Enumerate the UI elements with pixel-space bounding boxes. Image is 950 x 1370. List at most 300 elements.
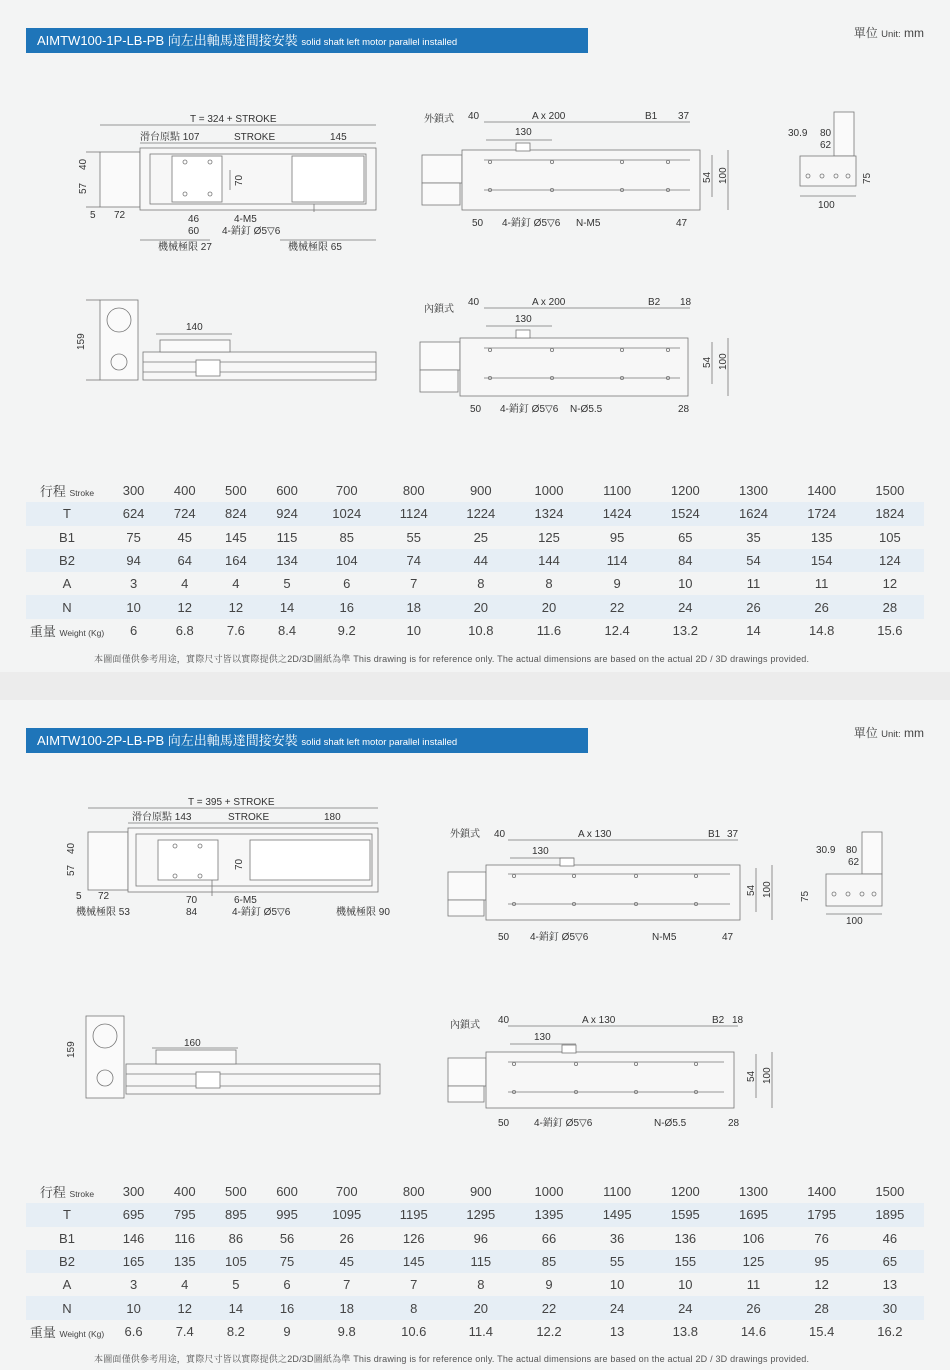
table-cell: 24	[651, 595, 719, 618]
dimension-label: A x 130	[578, 829, 612, 840]
table-cell: 1795	[788, 1203, 856, 1226]
dimension-label: 60	[188, 226, 200, 237]
table-row	[26, 502, 924, 525]
table-cell: 800	[381, 1180, 447, 1203]
table-cell: 1124	[381, 502, 447, 525]
table-cell: 600	[261, 1180, 312, 1203]
table-cell: 14	[210, 1296, 261, 1319]
dimension-label: 62	[820, 140, 832, 151]
table-cell: 1400	[788, 479, 856, 502]
table-cell: 13.8	[651, 1320, 719, 1343]
table-cell: 7	[313, 1273, 381, 1296]
table-cell: 30	[856, 1296, 924, 1319]
table-cell: 64	[159, 549, 210, 572]
table-cell: 15.6	[856, 619, 924, 642]
row-label: B1	[26, 1227, 108, 1250]
table-cell: 9.2	[313, 619, 381, 642]
table-cell: 6	[108, 619, 159, 642]
table-cell: 115	[261, 526, 312, 549]
table-cell: 1824	[856, 502, 924, 525]
dimension-label: 18	[680, 297, 692, 308]
table-cell: 1300	[719, 479, 787, 502]
side-view-drawing	[76, 300, 376, 380]
table-cell: 65	[856, 1250, 924, 1273]
table-cell: 6	[261, 1273, 312, 1296]
dimension-label: 4-銷釘 Ø5▽6	[502, 218, 561, 229]
section-title-bar	[26, 28, 588, 53]
dimension-label: 40	[468, 297, 480, 308]
table-cell: 13	[583, 1320, 651, 1343]
dimension-label: 40	[468, 111, 480, 122]
row-label: A	[26, 1273, 108, 1296]
table-cell: 1300	[719, 1180, 787, 1203]
table-cell: 134	[261, 549, 312, 572]
table-cell: 8.2	[210, 1320, 261, 1343]
table-cell: 44	[447, 549, 515, 572]
table-cell: 1695	[719, 1203, 787, 1226]
table-cell: 10.8	[447, 619, 515, 642]
table-cell: 1624	[719, 502, 787, 525]
table-row	[26, 1273, 924, 1296]
table-cell: 7	[381, 572, 447, 595]
table-cell: 28	[788, 1296, 856, 1319]
table-cell: 26	[719, 595, 787, 618]
dimension-label: 54	[746, 884, 757, 896]
dimension-label: 70	[234, 174, 245, 186]
table-cell: 165	[108, 1250, 159, 1273]
dimension-label: 外鎖式	[450, 829, 480, 840]
table-cell: 18	[313, 1296, 381, 1319]
section-title: AIMTW100-2P-LB-PB 向左出軸馬達間接安裝	[37, 733, 298, 748]
dimension-label: 100	[846, 916, 863, 927]
table-cell: 135	[159, 1250, 210, 1273]
table-cell: 5	[261, 572, 312, 595]
dimension-label: 機械極限 90	[336, 907, 390, 918]
table-cell: 12	[856, 572, 924, 595]
dimension-label: 159	[76, 333, 87, 350]
table-cell: 11	[719, 1273, 787, 1296]
inner-lock-drawing	[420, 297, 729, 415]
dimension-label: 160	[184, 1038, 201, 1049]
row-label: 重量 Weight (Kg)	[26, 619, 108, 642]
table-cell: 624	[108, 502, 159, 525]
table-cell: 11.4	[447, 1320, 515, 1343]
table-cell: 9	[515, 1273, 583, 1296]
dimension-label: 5	[76, 891, 82, 902]
table-cell: 145	[381, 1250, 447, 1273]
table-cell: 1724	[788, 502, 856, 525]
table-cell: 125	[719, 1250, 787, 1273]
table-cell: 600	[261, 479, 312, 502]
table-cell: 26	[788, 595, 856, 618]
table-cell: 66	[515, 1227, 583, 1250]
dimension-label: 180	[324, 812, 341, 823]
row-label: 行程 Stroke	[26, 479, 108, 502]
dimension-label: 40	[78, 158, 89, 170]
dimension-label: 40	[66, 842, 77, 854]
technical-drawing	[0, 760, 950, 1140]
table-cell: 56	[261, 1227, 312, 1250]
side-view-drawing	[66, 1016, 380, 1098]
table-cell: 16	[261, 1296, 312, 1319]
dimension-label: 30.9	[816, 845, 836, 856]
dimension-label: 50	[472, 218, 484, 229]
table-row	[26, 479, 924, 502]
table-cell: 135	[788, 526, 856, 549]
table-cell: 75	[261, 1250, 312, 1273]
table-cell: 12	[210, 595, 261, 618]
section-subtitle: solid shaft left motor parallel installed	[301, 37, 458, 48]
dimension-label: N-Ø5.5	[570, 404, 603, 415]
table-cell: 11	[719, 572, 787, 595]
dimension-label: 130	[515, 314, 532, 325]
table-cell: 24	[651, 1296, 719, 1319]
dimension-label: 54	[702, 171, 713, 183]
dimension-label: 62	[848, 857, 860, 868]
dimension-label: B1	[645, 111, 658, 122]
table-cell: 22	[583, 595, 651, 618]
table-cell: 11	[788, 572, 856, 595]
table-cell: 9	[583, 572, 651, 595]
unit-label: 單位 Unit: mm	[853, 726, 924, 740]
table-cell: 1895	[856, 1203, 924, 1226]
table-cell: 1000	[515, 1180, 583, 1203]
table-cell: 20	[447, 595, 515, 618]
dimension-label: 145	[330, 132, 347, 143]
table-cell: 3	[108, 1273, 159, 1296]
table-cell: 14	[719, 619, 787, 642]
dimension-label: 72	[114, 210, 126, 221]
spec-table-body	[26, 479, 924, 642]
dimension-label: 100	[762, 1067, 773, 1084]
dimension-label: N-Ø5.5	[654, 1118, 687, 1129]
table-cell: 136	[651, 1227, 719, 1250]
row-label: B2	[26, 1250, 108, 1273]
dimension-label: T = 395 + STROKE	[188, 797, 275, 808]
table-cell: 8	[447, 1273, 515, 1296]
table-cell: 12.2	[515, 1320, 583, 1343]
table-row	[26, 1180, 924, 1203]
dimension-label: 130	[515, 127, 532, 138]
table-cell: 146	[108, 1227, 159, 1250]
table-cell: 1095	[313, 1203, 381, 1226]
dimension-label: 18	[732, 1015, 744, 1026]
dimension-label: 4-銷釘 Ø5▽6	[222, 226, 281, 237]
table-cell: 24	[583, 1296, 651, 1319]
row-label: B2	[26, 549, 108, 572]
dimension-label: 100	[718, 353, 729, 370]
dimension-label: 140	[186, 322, 203, 333]
table-cell: 28	[856, 595, 924, 618]
table-cell: 695	[108, 1203, 159, 1226]
table-row	[26, 1320, 924, 1343]
dimension-label: 28	[678, 404, 690, 415]
dimension-label: STROKE	[228, 812, 270, 823]
table-cell: 900	[447, 1180, 515, 1203]
table-cell: 1100	[583, 479, 651, 502]
table-cell: 300	[108, 479, 159, 502]
table-row	[26, 1203, 924, 1226]
table-row	[26, 595, 924, 618]
table-cell: 1495	[583, 1203, 651, 1226]
table-cell: 3	[108, 572, 159, 595]
table-cell: 36	[583, 1227, 651, 1250]
table-cell: 74	[381, 549, 447, 572]
spec-table	[26, 1180, 924, 1343]
dimension-label: 4-銷釘 Ø5▽6	[500, 404, 559, 415]
table-cell: 924	[261, 502, 312, 525]
table-cell: 144	[515, 549, 583, 572]
table-cell: 8	[515, 572, 583, 595]
table-cell: 500	[210, 1180, 261, 1203]
table-row	[26, 619, 924, 642]
table-cell: 824	[210, 502, 261, 525]
outer-lock-drawing	[448, 827, 773, 943]
dimension-label: 4-M5	[234, 214, 257, 225]
table-cell: 7.6	[210, 619, 261, 642]
table-cell: 55	[381, 526, 447, 549]
table-row	[26, 1250, 924, 1273]
dimension-label: 40	[494, 829, 506, 840]
table-cell: 4	[210, 572, 261, 595]
table-cell: 6.8	[159, 619, 210, 642]
table-cell: 26	[313, 1227, 381, 1250]
table-cell: 105	[210, 1250, 261, 1273]
dimension-label: 4-銷釘 Ø5▽6	[530, 932, 589, 943]
dimension-label: 75	[800, 890, 811, 902]
table-cell: 22	[515, 1296, 583, 1319]
dimension-label: 37	[678, 111, 690, 122]
row-label: 重量 Weight (Kg)	[26, 1320, 108, 1343]
dimension-label: 72	[98, 891, 110, 902]
table-cell: 14.6	[719, 1320, 787, 1343]
spec-table-body	[26, 1180, 924, 1343]
dimension-label: 內鎖式	[450, 1020, 480, 1031]
table-cell: 46	[856, 1227, 924, 1250]
dimension-label: 28	[728, 1118, 740, 1129]
table-cell: 8	[447, 572, 515, 595]
table-cell: 10	[108, 595, 159, 618]
table-cell: 895	[210, 1203, 261, 1226]
table-cell: 6.6	[108, 1320, 159, 1343]
table-cell: 1524	[651, 502, 719, 525]
technical-drawing	[0, 60, 950, 420]
dimension-label: 37	[727, 829, 739, 840]
table-cell: 400	[159, 479, 210, 502]
dimension-label: 130	[534, 1032, 551, 1043]
disclaimer-note: 本圖面僅供參考用途，實際尺寸皆以實際提供之2D/3D圖紙為準 This drawing is for reference only. The actual dimensions are based on the actual 2D / 3D drawings provided.	[94, 1354, 810, 1364]
table-row	[26, 1296, 924, 1319]
table-cell: 1195	[381, 1203, 447, 1226]
dimension-label: B1	[708, 829, 721, 840]
dimension-label: N-M5	[576, 218, 601, 229]
dimension-label: 46	[188, 214, 200, 225]
table-cell: 45	[313, 1250, 381, 1273]
table-cell: 95	[788, 1250, 856, 1273]
table-cell: 116	[159, 1227, 210, 1250]
dimension-label: B2	[648, 297, 661, 308]
table-cell: 700	[313, 479, 381, 502]
dimension-label: 47	[676, 218, 688, 229]
table-cell: 4	[159, 572, 210, 595]
table-cell: 94	[108, 549, 159, 572]
dimension-label: A x 130	[582, 1015, 616, 1026]
dimension-label: 54	[702, 356, 713, 368]
row-label: N	[26, 1296, 108, 1319]
table-row	[26, 549, 924, 572]
product-section-1	[0, 0, 950, 672]
table-cell: 1200	[651, 1180, 719, 1203]
table-cell: 8	[381, 1296, 447, 1319]
table-cell: 105	[856, 526, 924, 549]
table-cell: 13	[856, 1273, 924, 1296]
table-cell: 1595	[651, 1203, 719, 1226]
table-cell: 300	[108, 1180, 159, 1203]
top-view-drawing	[66, 797, 390, 918]
table-row	[26, 526, 924, 549]
table-cell: 20	[447, 1296, 515, 1319]
table-cell: 55	[583, 1250, 651, 1273]
dimension-label: 4-銷釘 Ø5▽6	[534, 1118, 593, 1129]
table-cell: 400	[159, 1180, 210, 1203]
table-cell: 164	[210, 549, 261, 572]
dimension-label: 50	[498, 1118, 510, 1129]
table-cell: 114	[583, 549, 651, 572]
table-cell: 96	[447, 1227, 515, 1250]
table-cell: 145	[210, 526, 261, 549]
dimension-label: 30.9	[788, 128, 808, 139]
table-cell: 7.4	[159, 1320, 210, 1343]
table-cell: 16.2	[856, 1320, 924, 1343]
table-cell: 14	[261, 595, 312, 618]
row-label: T	[26, 502, 108, 525]
section-title-bar	[26, 728, 588, 753]
end-view-drawing	[800, 832, 882, 927]
table-cell: 104	[313, 549, 381, 572]
table-cell: 85	[313, 526, 381, 549]
dimension-label: 機械極限 27	[158, 242, 212, 253]
dimension-label: 滑台原點 143	[132, 812, 192, 823]
dimension-label: 機械極限 53	[76, 907, 130, 918]
dimension-label: STROKE	[234, 132, 276, 143]
table-cell: 7	[381, 1273, 447, 1296]
dimension-label: 4-銷釘 Ø5▽6	[232, 907, 291, 918]
table-cell: 800	[381, 479, 447, 502]
table-cell: 11.6	[515, 619, 583, 642]
dimension-label: 100	[762, 881, 773, 898]
table-cell: 10	[651, 572, 719, 595]
table-row	[26, 572, 924, 595]
table-cell: 1024	[313, 502, 381, 525]
table-cell: 20	[515, 595, 583, 618]
table-cell: 10.6	[381, 1320, 447, 1343]
dimension-label: 84	[186, 907, 198, 918]
table-cell: 1500	[856, 479, 924, 502]
dimension-label: 100	[718, 167, 729, 184]
dimension-label: 外鎖式	[424, 114, 454, 125]
table-cell: 115	[447, 1250, 515, 1273]
dimension-label: 40	[498, 1015, 510, 1026]
dimension-label: 57	[66, 864, 77, 876]
product-section-2	[0, 700, 950, 1370]
table-cell: 1000	[515, 479, 583, 502]
table-cell: 124	[856, 549, 924, 572]
table-cell: 10	[583, 1273, 651, 1296]
top-view-drawing	[78, 114, 376, 253]
table-cell: 76	[788, 1227, 856, 1250]
table-cell: 500	[210, 479, 261, 502]
dimension-label: T = 324 + STROKE	[190, 114, 277, 125]
table-cell: 10	[108, 1296, 159, 1319]
table-cell: 1295	[447, 1203, 515, 1226]
dimension-label: 70	[186, 895, 198, 906]
table-cell: 25	[447, 526, 515, 549]
dimension-label: N-M5	[652, 932, 677, 943]
dimension-label: A x 200	[532, 297, 566, 308]
table-cell: 26	[719, 1296, 787, 1319]
table-cell: 155	[651, 1250, 719, 1273]
table-cell: 106	[719, 1227, 787, 1250]
dimension-label: 47	[722, 932, 734, 943]
row-label: N	[26, 595, 108, 618]
table-cell: 126	[381, 1227, 447, 1250]
table-cell: 85	[515, 1250, 583, 1273]
table-cell: 5	[210, 1273, 261, 1296]
table-cell: 9	[261, 1320, 312, 1343]
table-cell: 1400	[788, 1180, 856, 1203]
dimension-label: B2	[712, 1015, 725, 1026]
spec-table	[26, 479, 924, 642]
table-cell: 6	[313, 572, 381, 595]
section-subtitle: solid shaft left motor parallel installed	[301, 737, 458, 748]
row-label: T	[26, 1203, 108, 1226]
row-label: A	[26, 572, 108, 595]
table-cell: 18	[381, 595, 447, 618]
table-cell: 12	[159, 595, 210, 618]
table-cell: 75	[108, 526, 159, 549]
table-cell: 1395	[515, 1203, 583, 1226]
table-cell: 1200	[651, 479, 719, 502]
table-row	[26, 1227, 924, 1250]
table-cell: 795	[159, 1203, 210, 1226]
dimension-label: A x 200	[532, 111, 566, 122]
dimension-label: 5	[90, 210, 96, 221]
dimension-label: 機械極限 65	[288, 242, 342, 253]
dimension-label: 80	[846, 845, 858, 856]
inner-lock-drawing	[448, 1015, 773, 1129]
table-cell: 13.2	[651, 619, 719, 642]
table-cell: 8.4	[261, 619, 312, 642]
table-cell: 1424	[583, 502, 651, 525]
table-cell: 65	[651, 526, 719, 549]
table-cell: 995	[261, 1203, 312, 1226]
table-cell: 724	[159, 502, 210, 525]
table-cell: 14.8	[788, 619, 856, 642]
dimension-label: 50	[498, 932, 510, 943]
outer-lock-drawing	[422, 111, 729, 229]
table-cell: 700	[313, 1180, 381, 1203]
table-cell: 1100	[583, 1180, 651, 1203]
table-cell: 125	[515, 526, 583, 549]
table-cell: 1324	[515, 502, 583, 525]
table-cell: 84	[651, 549, 719, 572]
table-cell: 12	[788, 1273, 856, 1296]
section-title: AIMTW100-1P-LB-PB 向左出軸馬達間接安裝	[37, 33, 298, 48]
dimension-label: 75	[862, 172, 873, 184]
table-cell: 54	[719, 549, 787, 572]
dimension-label: 50	[470, 404, 482, 415]
end-view-drawing	[788, 112, 873, 211]
